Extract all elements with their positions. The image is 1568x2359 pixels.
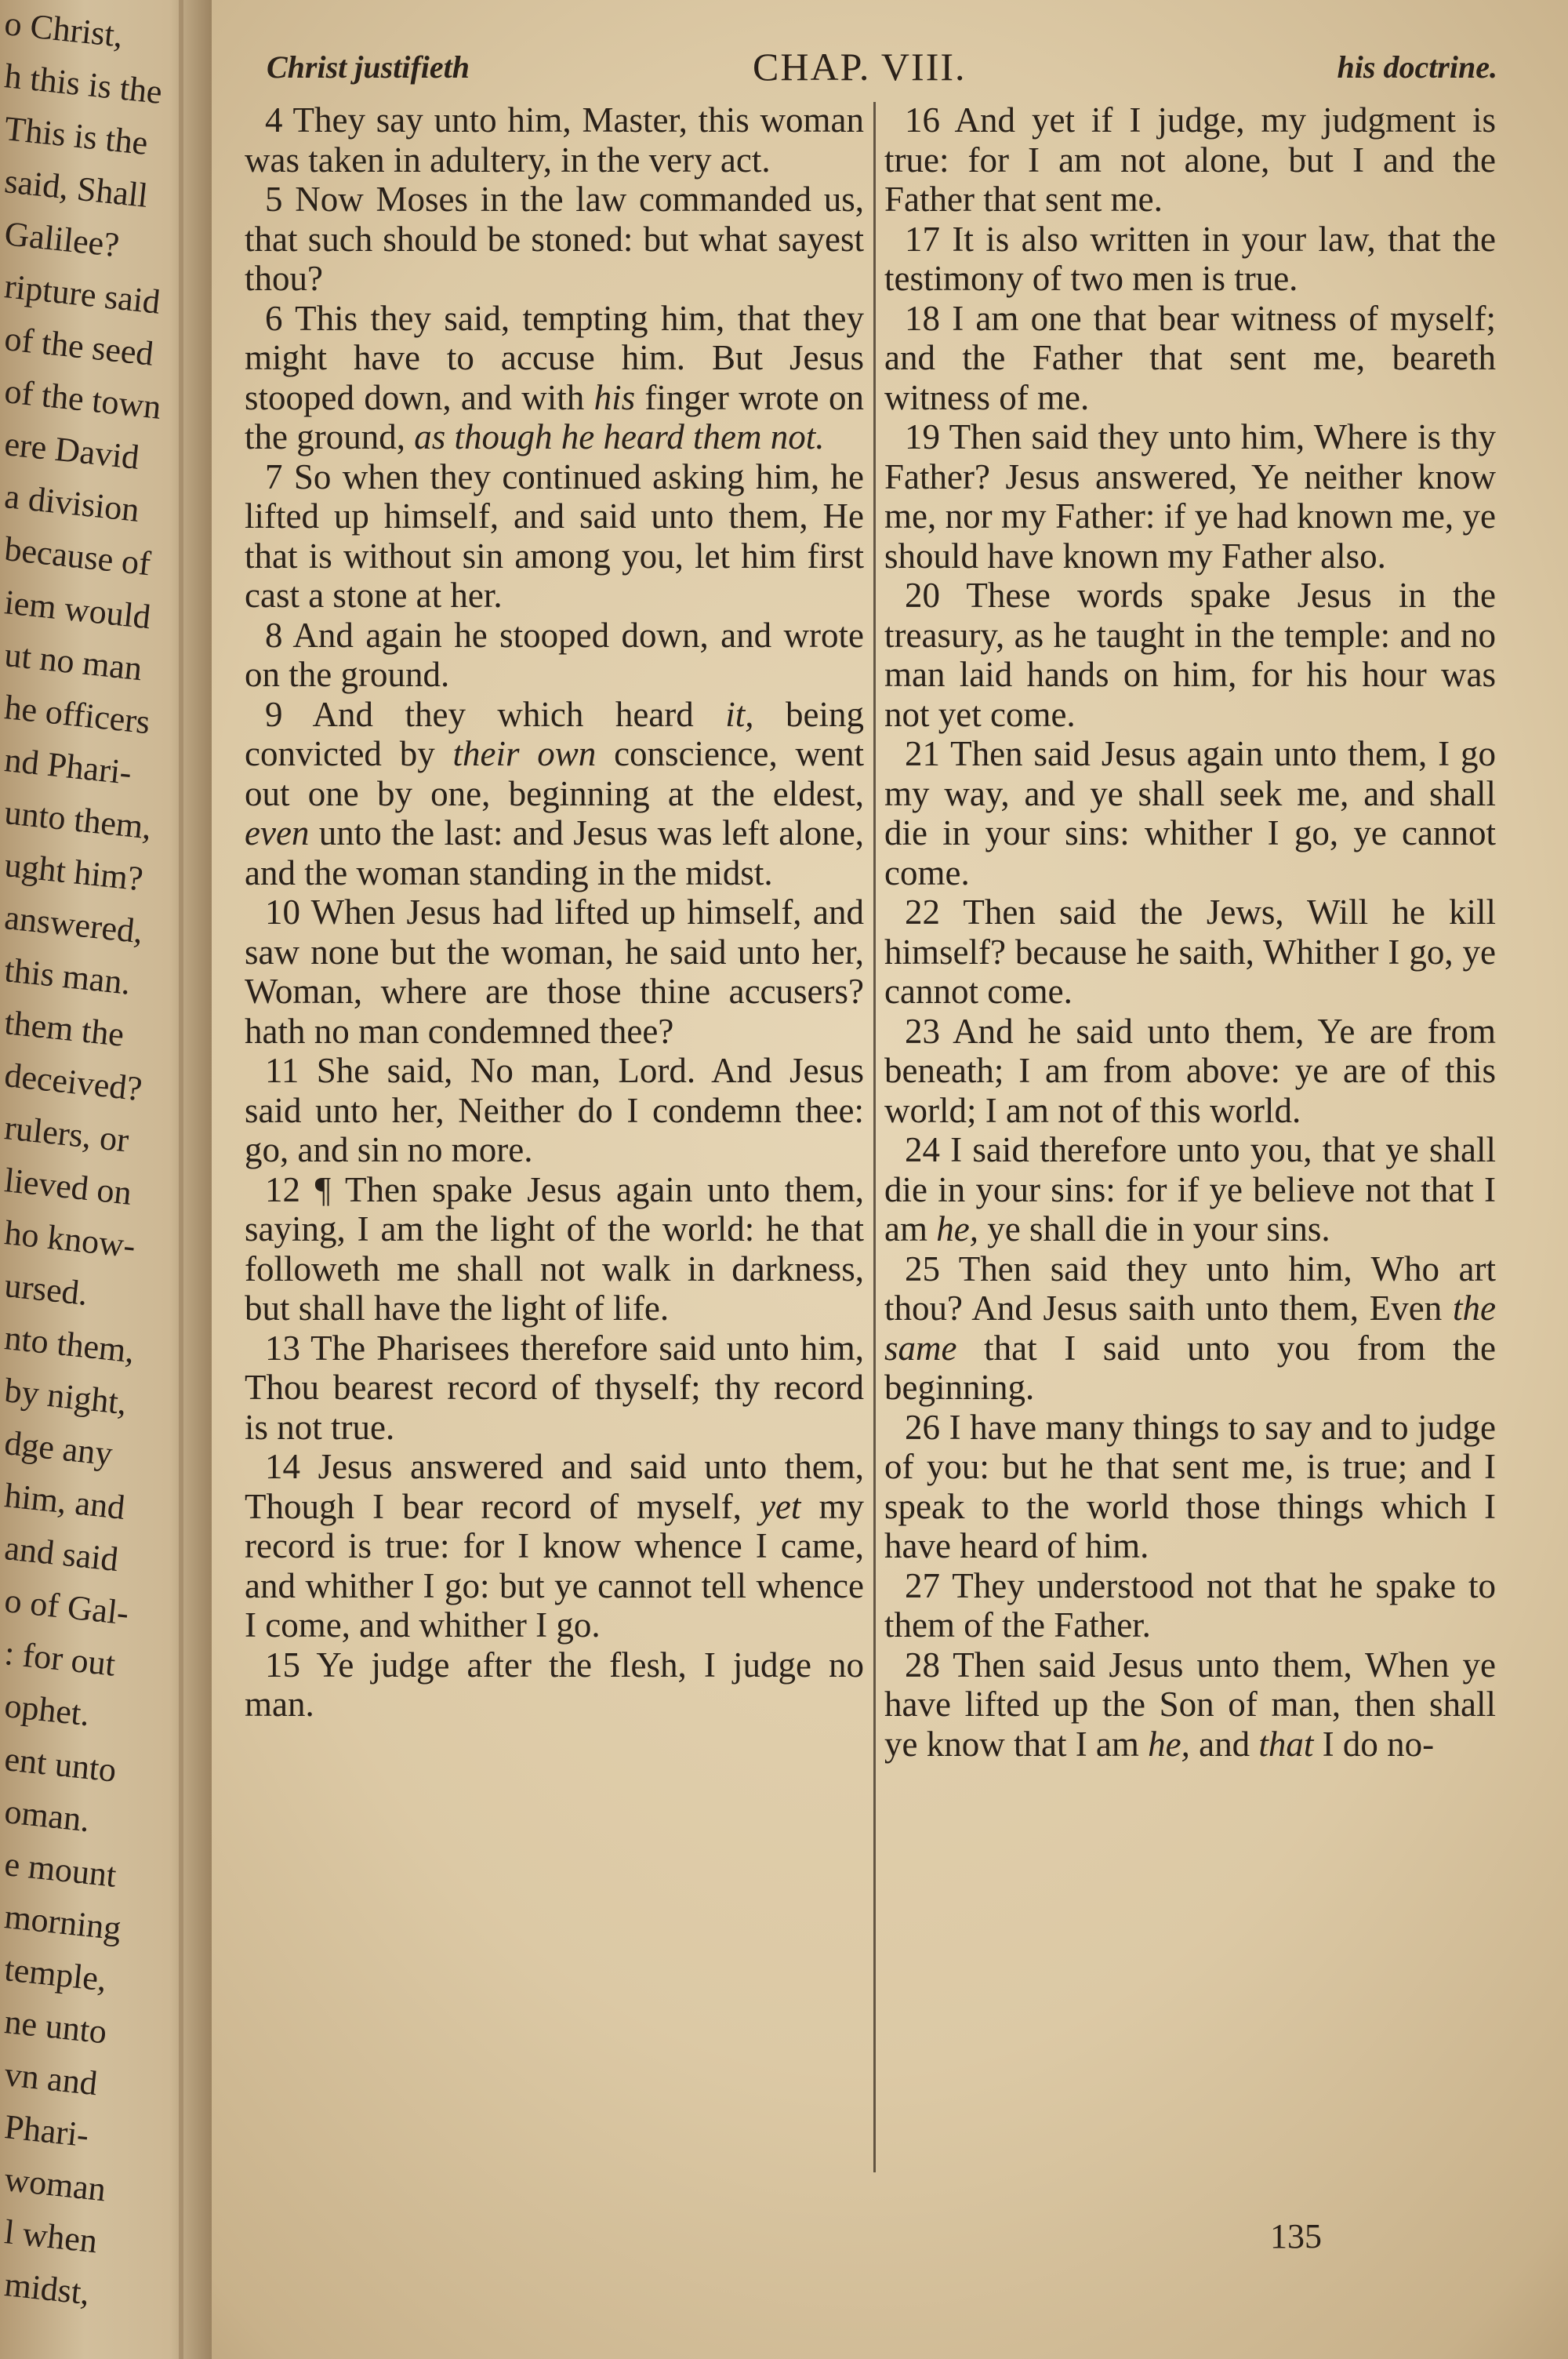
prev-page-line: Phari-: [2, 2106, 91, 2154]
verse-text: conscience, went out one by one, beginning at the eldest,: [245, 734, 864, 813]
prev-page-line: ho know-: [2, 1213, 138, 1266]
prev-page-line: o Christ,: [2, 4, 125, 55]
prev-page-line: oman.: [2, 1791, 92, 1839]
verse: [245, 1447, 864, 1645]
verse-text: my record is true: for I know whence I came, and whither I go: but ye cannot tell whence I come, and whither I go.: [245, 1486, 864, 1645]
prev-page-line: ught him?: [2, 845, 145, 899]
prev-page-line: vn and: [2, 2054, 100, 2103]
verse: [245, 892, 864, 1051]
verse-italic-text: as though he heard them not.: [414, 417, 825, 456]
verse-text: finger wrote on the ground,: [245, 377, 864, 456]
verse: [884, 734, 1496, 892]
verse: [245, 1645, 864, 1725]
header-right: his doctrine.: [1337, 49, 1497, 85]
verse-text: 24 I said therefore unto you, that ye shall die in your sins: for if ye believe not that I am: [884, 1130, 1496, 1249]
left-column: [245, 100, 864, 1725]
verse-text: 5 Now Moses in the law commanded us, that such should be stoned: but what sayest thou?: [245, 180, 864, 298]
prev-page-line: and said: [2, 1528, 121, 1579]
verse-text: 23 And he said unto them, Ye are from beneath; I am from above: ye are of this world; I am not of this world.: [884, 1011, 1496, 1130]
verse: [884, 299, 1496, 418]
verse-text: 19 Then said they unto him, Where is thy Father? Jesus answered, Ye neither know me, nor my Father: if ye had known me, ye should have known my Father also.: [884, 417, 1496, 576]
chapter-heading: CHAP. VIII.: [753, 45, 967, 89]
previous-page-fragments: [0, 0, 180, 2359]
verse-text: 27 They understood not that he spake to them of the Father.: [884, 1565, 1496, 1645]
verse-text: 16 And yet if I judge, my judgment is true: for I am not alone, but I and the Father that sent me.: [884, 100, 1496, 219]
verse-italic-text: the same: [884, 1289, 1496, 1368]
verse-text: 12 ¶ Then spake Jesus again unto them, saying, I am the light of the world: he that followeth me shall not walk in darkness, but shall have the light of life.: [245, 1169, 864, 1328]
prev-page-line: ere David: [2, 424, 141, 478]
header-left: Christ justifieth: [267, 49, 470, 85]
prev-page-line: said, Shall: [2, 162, 150, 216]
prev-page-line: this man.: [2, 950, 133, 1002]
verse-text: 13 The Pharisees therefore said unto him, Thou bearest record of thyself; thy record is not true.: [245, 1328, 864, 1447]
prev-page-line: iem would: [2, 582, 153, 636]
verse-text: 20 These words spake Jesus in the treasury, as he taught in the temple: and no man laid hands on him, for his hour was not yet come.: [884, 576, 1496, 734]
verse: [245, 180, 864, 299]
prev-page-line: he officers: [2, 687, 152, 741]
verse: [884, 1408, 1496, 1566]
verse-text: 6 This they said, tempting him, that they might have to accuse him. But Jesus stooped down, and with: [245, 298, 864, 417]
verse-text: 11 She said, No man, Lord. And Jesus said unto her, Neither do I condemn thee: go, and sin no more.: [245, 1051, 864, 1169]
prev-page-line: ut no man: [2, 634, 144, 688]
prev-page-line: them the: [2, 1002, 126, 1054]
verse-text: ye shall die in your sins.: [978, 1209, 1330, 1249]
prev-page-line: ophet.: [2, 1686, 92, 1734]
verse-italic-text: their own: [452, 734, 597, 773]
verse: [884, 1645, 1496, 1765]
prev-page-line: deceived?: [2, 1056, 144, 1109]
prev-page-line: morning: [2, 1896, 123, 1948]
verse-text: 21 Then said Jesus again unto them, I go my way, and ye shall seek me, and shall die in your sins: whither I go, ye cannot come.: [884, 734, 1496, 892]
right-column: [884, 100, 1496, 1764]
verse-text: 22 Then said the Jews, Will he kill himself? because he saith, Whither I go, ye cannot come.: [884, 892, 1496, 1011]
verse-text: unto the last: and Jesus was left alone, and the woman standing in the midst.: [245, 813, 864, 892]
verse-text: 25 Then said they unto him, Who art thou? And Jesus saith unto them, Even: [884, 1249, 1496, 1328]
verse: [245, 1329, 864, 1448]
verse: [245, 100, 864, 180]
prev-page-line: dge any: [2, 1423, 114, 1474]
verse-italic-text: his: [593, 377, 636, 417]
prev-page-line: him, and: [2, 1476, 127, 1528]
verse-text: and: [1189, 1724, 1259, 1764]
prev-page-line: e mount: [2, 1844, 118, 1895]
prev-page-line: l when: [2, 2212, 100, 2261]
prev-page-line: by night,: [2, 1371, 129, 1423]
page-number: 135: [1270, 2217, 1322, 2255]
prev-page-line: nd Phari-: [2, 740, 134, 792]
verse-text: that I said unto you from the beginning.: [884, 1328, 1496, 1407]
verse-italic-text: yet: [759, 1486, 801, 1526]
verse: [884, 1566, 1496, 1645]
verse-text: 18 I am one that bear witness of myself; and the Father that sent me, beareth witness of me.: [884, 298, 1496, 417]
prev-page-line: temple,: [2, 1949, 109, 1999]
verse-text: 10 When Jesus had lifted up himself, and saw none but the woman, he said unto her, Woman, where are those thine accusers? hath no man condemned thee?: [245, 892, 864, 1051]
verse: [245, 695, 864, 893]
verse: [884, 576, 1496, 734]
verse: [245, 457, 864, 616]
binding-edge: [179, 0, 183, 2359]
verse-text: I do no-: [1313, 1724, 1435, 1764]
verse-italic-text: he,: [936, 1209, 978, 1249]
verse: [884, 1012, 1496, 1131]
verse-text: 15 Ye judge after the flesh, I judge no man.: [245, 1645, 864, 1724]
verse: [884, 1249, 1496, 1408]
verse-text: 4 They say unto him, Master, this woman was taken in adultery, in the very act.: [245, 100, 864, 180]
prev-page-line: This is the: [2, 109, 150, 163]
verse: [884, 100, 1496, 220]
verse-text: 7 So when they continued asking him, he lifted up himself, and said unto them, He that is without sin among you, let him first cast a stone at her.: [245, 456, 864, 615]
prev-page-line: nto them,: [2, 1318, 136, 1371]
verse: [245, 1170, 864, 1329]
prev-page-line: h this is the: [2, 56, 165, 111]
verse-italic-text: he,: [1148, 1724, 1190, 1764]
verse: [884, 1130, 1496, 1249]
verse-text: 8 And again he stooped down, and wrote on the ground.: [245, 615, 864, 694]
verse-text: 14 Jesus answered and said unto them, Though I bear record of myself,: [245, 1447, 864, 1526]
verse-italic-text: it,: [725, 694, 754, 734]
verse-italic-text: that: [1258, 1724, 1314, 1764]
prev-page-line: answered,: [2, 897, 145, 951]
verse: [884, 220, 1496, 299]
prev-page-line: rulers, or: [2, 1108, 131, 1160]
prev-page-line: ripture said: [2, 267, 162, 322]
verse: [884, 417, 1496, 576]
verse-text: being convicted by: [245, 694, 864, 773]
prev-page-line: Galilee?: [2, 214, 122, 265]
prev-page-line: ent unto: [2, 1739, 118, 1790]
verse: [884, 892, 1496, 1012]
verse: [245, 616, 864, 695]
prev-page-line: : for out: [2, 1634, 118, 1685]
verse-text: 17 It is also written in your law, that the testimony of two men is true.: [884, 219, 1496, 298]
verse-text: 26 I have many things to say and to judge of you: but he that sent me, is true; and I speak to the world those things which I have heard of him.: [884, 1407, 1496, 1565]
prev-page-line: unto them,: [2, 792, 154, 847]
verse-text: 9 And they which heard: [265, 694, 726, 734]
running-header: [267, 45, 1497, 96]
prev-page-line: of the town: [2, 372, 163, 427]
prev-page-line: lieved on: [2, 1161, 134, 1212]
column-rule: [873, 102, 876, 2172]
verse-text: 28 Then said Jesus unto them, When ye have lifted up the Son of man, then shall ye know that I am: [884, 1645, 1496, 1764]
prev-page-line: a division: [2, 477, 141, 530]
prev-page-line: midst,: [2, 2265, 92, 2313]
prev-page-line: o of Gal-: [2, 1581, 131, 1633]
verse-italic-text: even: [245, 813, 310, 852]
prev-page-line: because of: [2, 529, 153, 583]
prev-page-line: ursed.: [2, 1266, 90, 1314]
prev-page-line: ne unto: [2, 2001, 109, 2052]
verse: [245, 299, 864, 457]
prev-page-line: of the seed: [2, 319, 156, 374]
verse: [245, 1051, 864, 1170]
prev-page-line: woman: [2, 2159, 108, 2209]
